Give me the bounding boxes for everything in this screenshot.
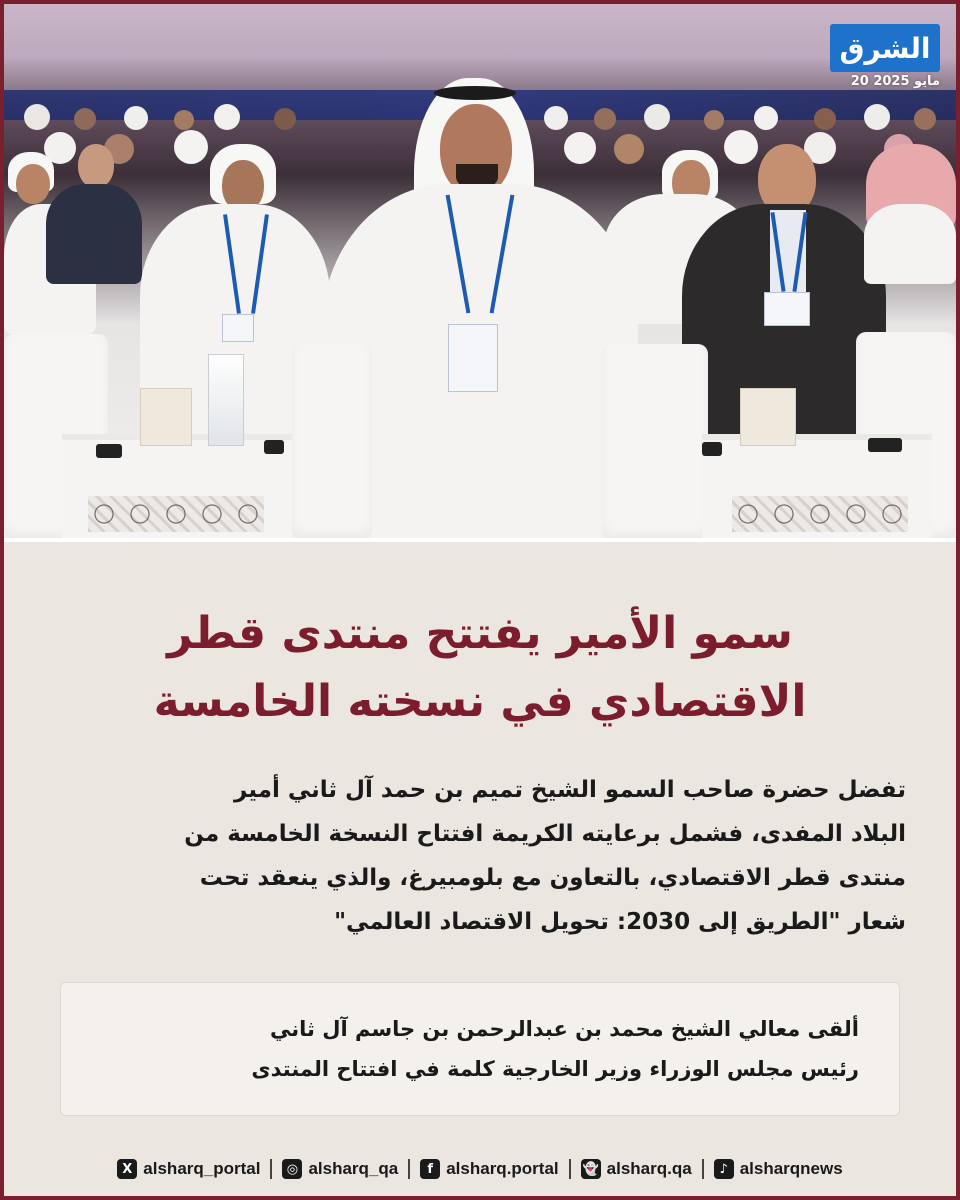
social-snapchat[interactable]	[581, 1159, 692, 1179]
body-line-2: البلاد المفدى، فشمل برعايته الكريمة افتتاح النسخة الخامسة من	[184, 821, 906, 847]
body-line-4: شعار "الطريق إلى 2030: تحويل الاقتصاد العالمي"	[334, 909, 906, 935]
table-lattice-right	[732, 496, 908, 532]
article-body	[54, 768, 906, 944]
divider	[569, 1159, 571, 1179]
headline	[44, 600, 916, 736]
divider	[408, 1159, 410, 1179]
snapchat-icon: 👻	[581, 1159, 601, 1179]
highlight-line-2: رئيس مجلس الوزراء وزير الخارجية كلمة في افتتاح المنتدى	[251, 1057, 859, 1081]
divider	[270, 1159, 272, 1179]
social-tiktok[interactable]	[714, 1159, 843, 1179]
social-handles-bar	[4, 1154, 956, 1184]
social-handle: alsharq.portal	[446, 1159, 559, 1178]
post-card	[4, 4, 956, 1196]
x-icon: X	[117, 1159, 137, 1179]
logo-text: الشرق	[839, 31, 931, 65]
social-handle: alsharqnews	[739, 1159, 843, 1178]
tissue-box-left	[140, 388, 192, 446]
headline-line-1: سمو الأمير يفتتح منتدى قطر	[167, 608, 793, 659]
headline-line-2: الاقتصادي في نسخته الخامسة	[153, 676, 807, 727]
highlight-line-1: ألقى معالي الشيخ محمد بن عبدالرحمن بن جاسم آل ثاني	[270, 1017, 859, 1041]
water-glass	[208, 354, 244, 446]
social-handle: alsharq_portal	[143, 1159, 261, 1178]
instagram-icon: ◎	[282, 1159, 302, 1179]
social-x[interactable]	[117, 1159, 260, 1179]
table-device	[868, 438, 902, 452]
tiktok-icon: ♪	[714, 1159, 734, 1179]
event-photo	[4, 4, 956, 538]
facebook-icon: f	[420, 1159, 440, 1179]
alsharq-logo	[830, 24, 940, 72]
table-device	[264, 440, 284, 454]
divider	[702, 1159, 704, 1179]
photo-divider	[4, 538, 956, 542]
armchair-right-arm	[602, 344, 708, 538]
social-handle: alsharq.qa	[606, 1159, 692, 1178]
table-device	[96, 444, 122, 458]
social-facebook[interactable]	[420, 1159, 558, 1179]
post-date: 20 مايو 2025	[850, 74, 940, 89]
social-instagram[interactable]	[282, 1159, 398, 1179]
body-line-1: تفضل حضرة صاحب السمو الشيخ تميم بن حمد آل ثاني أمير	[234, 777, 906, 803]
highlight-box	[60, 982, 900, 1116]
social-handle: alsharq_qa	[308, 1159, 399, 1178]
body-line-3: منتدى قطر الاقتصادي، بالتعاون مع بلومبيرغ، والذي ينعقد تحت	[199, 865, 906, 891]
armchair-left-arm	[292, 344, 372, 538]
highlight-text	[81, 1009, 859, 1089]
table-device	[702, 442, 722, 456]
tissue-box-right	[740, 388, 796, 446]
table-lattice-left	[88, 496, 264, 532]
